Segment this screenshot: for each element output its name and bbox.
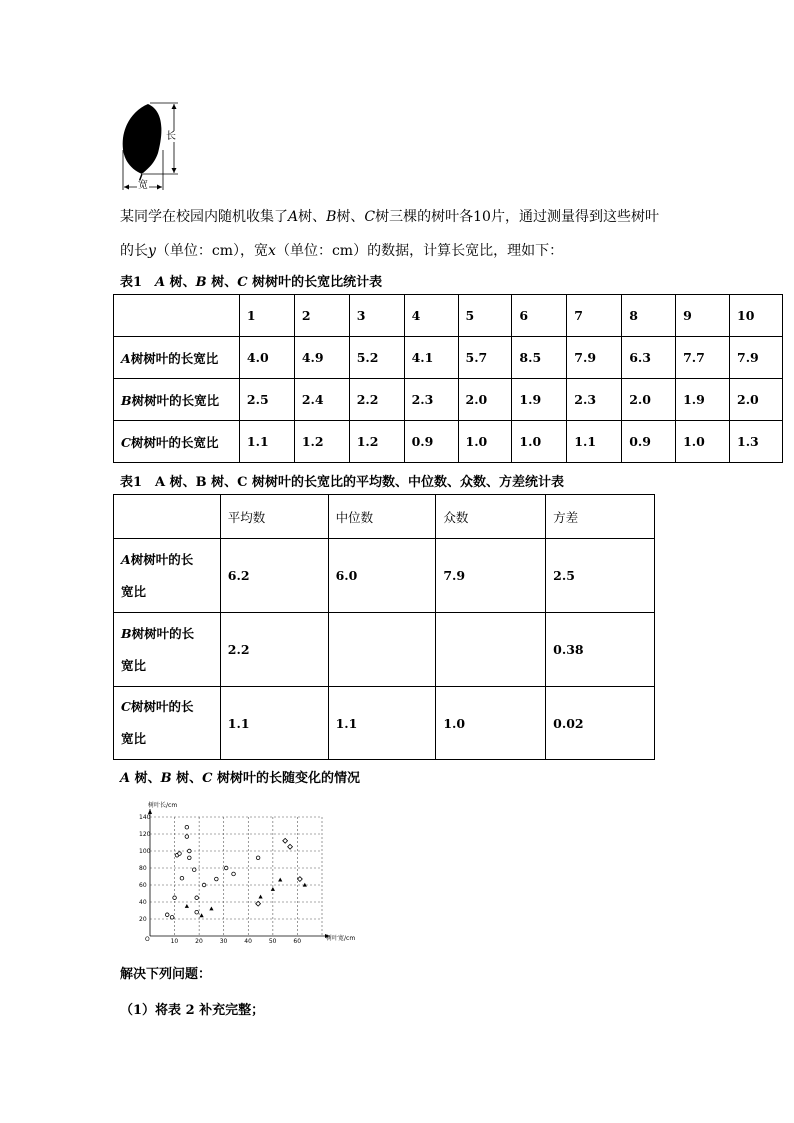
leaf-diagram — [118, 98, 190, 192]
table1-cell: 0.9 — [404, 421, 458, 463]
row-label: C树树叶的长 宽比 — [114, 687, 221, 760]
x-axis-label: 树叶宽/cm — [326, 935, 356, 942]
table1-cell: 5.2 — [349, 337, 404, 379]
data-point-circle — [188, 856, 192, 860]
data-point-triangle — [200, 913, 204, 917]
table2-row-c — [114, 687, 655, 760]
y-tick-label: 40 — [139, 899, 147, 906]
table2-cell-blank — [328, 613, 436, 687]
table1-cell: 1.2 — [349, 421, 404, 463]
data-point-circle — [195, 910, 199, 914]
leaf-width-label: 宽 — [138, 180, 148, 191]
row-label: B树树叶的长宽比 — [114, 379, 240, 421]
y-tick-label: 20 — [139, 916, 147, 923]
table1-cell: 1.0 — [676, 421, 730, 463]
table1-cell: 2.0 — [730, 379, 783, 421]
table1-cell: 1.0 — [458, 421, 512, 463]
table2-cell: 1.1 — [328, 687, 436, 760]
table1-header-cell: 4 — [404, 295, 458, 337]
table2-caption: 表1 A 树、B 树、C 树树叶的长宽比的平均数、中位数、众数、方差统计表 — [120, 475, 565, 490]
table1-row-b — [114, 379, 783, 421]
chart-grid — [150, 817, 322, 936]
data-point-circle — [215, 877, 219, 881]
data-point-triangle — [278, 878, 282, 882]
table1-header-cell: 5 — [458, 295, 512, 337]
row-label: A树树叶的长宽比 — [114, 337, 240, 379]
table1-cell: 1.3 — [730, 421, 783, 463]
intro-line-2: 的长y（单位：cm），宽x（单位：cm）的数据，计算长宽比，理如下： — [120, 243, 564, 259]
data-point-diamond — [283, 838, 288, 843]
question-1: （1）将表 2 补充完整； — [120, 1003, 265, 1018]
table2-cell: 1.0 — [436, 687, 546, 760]
chart-axes — [148, 809, 330, 938]
data-point-circle — [256, 856, 260, 860]
table1-cell: 4.9 — [294, 337, 349, 379]
data-point-circle — [195, 896, 199, 900]
table1-header-row — [114, 295, 783, 337]
chart-ticks — [139, 814, 301, 945]
data-point-diamond — [288, 844, 293, 849]
x-tick-label: 30 — [219, 938, 228, 945]
var-y: y — [148, 243, 156, 259]
y-tick-label: 140 — [139, 814, 151, 821]
table1-cell: 6.3 — [622, 337, 676, 379]
table1-cell: 2.0 — [458, 379, 512, 421]
x-tick-label: 10 — [170, 938, 179, 945]
table2-cell: 2.5 — [546, 539, 655, 613]
table1-cell: 1.1 — [239, 421, 294, 463]
x-tick-label: 20 — [195, 938, 203, 945]
x-tick-label: 50 — [268, 938, 277, 945]
table1-caption: 表1 A 树、B 树、C 树树叶的长宽比统计表 — [120, 275, 383, 290]
table2-cell: 0.02 — [546, 687, 655, 760]
table1-cell: 1.9 — [512, 379, 567, 421]
table2-header-cell — [114, 495, 221, 539]
table2-cell: 6.2 — [220, 539, 328, 613]
table1-header-cell: 9 — [676, 295, 730, 337]
table1-cell: 5.7 — [458, 337, 512, 379]
y-tick-label: 80 — [139, 865, 147, 872]
table1-cell: 2.0 — [622, 379, 676, 421]
data-point-circle — [180, 876, 184, 880]
data-point-triangle — [258, 895, 262, 899]
data-point-circle — [232, 872, 236, 876]
y-axis-label: 树叶长/cm — [148, 802, 178, 809]
chart-points — [165, 825, 307, 919]
data-point-circle — [185, 825, 189, 829]
data-point-circle — [178, 852, 182, 856]
table1-cell: 2.2 — [349, 379, 404, 421]
scatter-chart — [110, 797, 370, 949]
data-point-diamond — [297, 877, 302, 882]
table1-header-cell: 2 — [294, 295, 349, 337]
data-point-circle — [224, 866, 228, 870]
table1 — [113, 294, 783, 463]
table1-row-c — [114, 421, 783, 463]
origin-label: O — [145, 936, 150, 943]
leaf-diagram-svg — [118, 98, 190, 192]
table2-cell: 7.9 — [436, 539, 546, 613]
table1-header-cell: 8 — [622, 295, 676, 337]
y-tick-label: 60 — [139, 882, 147, 889]
table1-row-a — [114, 337, 783, 379]
row-label: A树树叶的长 宽比 — [114, 539, 221, 613]
table1-cell: 2.5 — [239, 379, 294, 421]
table2-cell: 6.0 — [328, 539, 436, 613]
data-point-circle — [192, 868, 196, 872]
leaf-length-label: 长 — [166, 131, 176, 142]
table1-cell: 7.9 — [730, 337, 783, 379]
row-label: C树树叶的长宽比 — [114, 421, 240, 463]
table1-header-cell: 1 — [239, 295, 294, 337]
table2-cell: 1.1 — [220, 687, 328, 760]
table1-cell: 1.0 — [512, 421, 567, 463]
table2-header-row — [114, 495, 655, 539]
data-point-triangle — [303, 883, 307, 887]
data-point-triangle — [185, 904, 189, 908]
table1-header-cell: 3 — [349, 295, 404, 337]
table2-header-cell: 方差 — [546, 495, 655, 539]
var-b: B — [326, 209, 337, 225]
y-tick-label: 100 — [139, 848, 151, 855]
table2-cell: 0.38 — [546, 613, 655, 687]
table2-cell-blank — [436, 613, 546, 687]
table2-row-b — [114, 613, 655, 687]
table1-cell: 8.5 — [512, 337, 567, 379]
solve-heading: 解决下列问题： — [120, 967, 212, 982]
data-point-triangle — [271, 887, 275, 891]
table1-cell: 4.1 — [404, 337, 458, 379]
table2 — [113, 494, 655, 760]
chart-caption: A 树、B 树、C 树树叶的长随变化的情况 — [120, 771, 361, 786]
table2-row-a — [114, 539, 655, 613]
table2-header-cell: 中位数 — [328, 495, 436, 539]
table1-header-cell — [114, 295, 240, 337]
data-point-circle — [170, 916, 174, 920]
data-point-triangle — [209, 907, 213, 911]
table2-header-cell: 平均数 — [220, 495, 328, 539]
y-tick-label: 120 — [139, 831, 151, 838]
table2-header-cell: 众数 — [436, 495, 546, 539]
data-point-circle — [202, 883, 206, 887]
table1-cell: 0.9 — [622, 421, 676, 463]
table1-cell: 4.0 — [239, 337, 294, 379]
data-point-circle — [173, 896, 177, 900]
table1-cell: 7.7 — [676, 337, 730, 379]
data-point-circle — [188, 849, 192, 853]
table1-cell: 2.4 — [294, 379, 349, 421]
data-point-circle — [165, 913, 169, 917]
table2-cell: 2.2 — [220, 613, 328, 687]
x-tick-label: 60 — [293, 938, 302, 945]
intro-line-1: 某同学在校园内随机收集了A树、B树、C树三棵的树叶各10片，通过测量得到这些树叶 — [120, 209, 659, 225]
table1-cell: 2.3 — [567, 379, 622, 421]
data-point-circle — [185, 835, 189, 839]
var-x: x — [268, 243, 276, 259]
table1-header-cell: 10 — [730, 295, 783, 337]
table1-cell: 1.1 — [567, 421, 622, 463]
table1-header-cell: 6 — [512, 295, 567, 337]
var-c: C — [364, 209, 376, 225]
table1-cell: 1.9 — [676, 379, 730, 421]
leaf-shape — [123, 104, 162, 174]
x-tick-label: 40 — [244, 938, 252, 945]
table1-header-cell: 7 — [567, 295, 622, 337]
row-label: B树树叶的长 宽比 — [114, 613, 221, 687]
table1-cell: 2.3 — [404, 379, 458, 421]
table1-cell: 7.9 — [567, 337, 622, 379]
table1-cell: 1.2 — [294, 421, 349, 463]
var-a: A — [288, 209, 299, 225]
